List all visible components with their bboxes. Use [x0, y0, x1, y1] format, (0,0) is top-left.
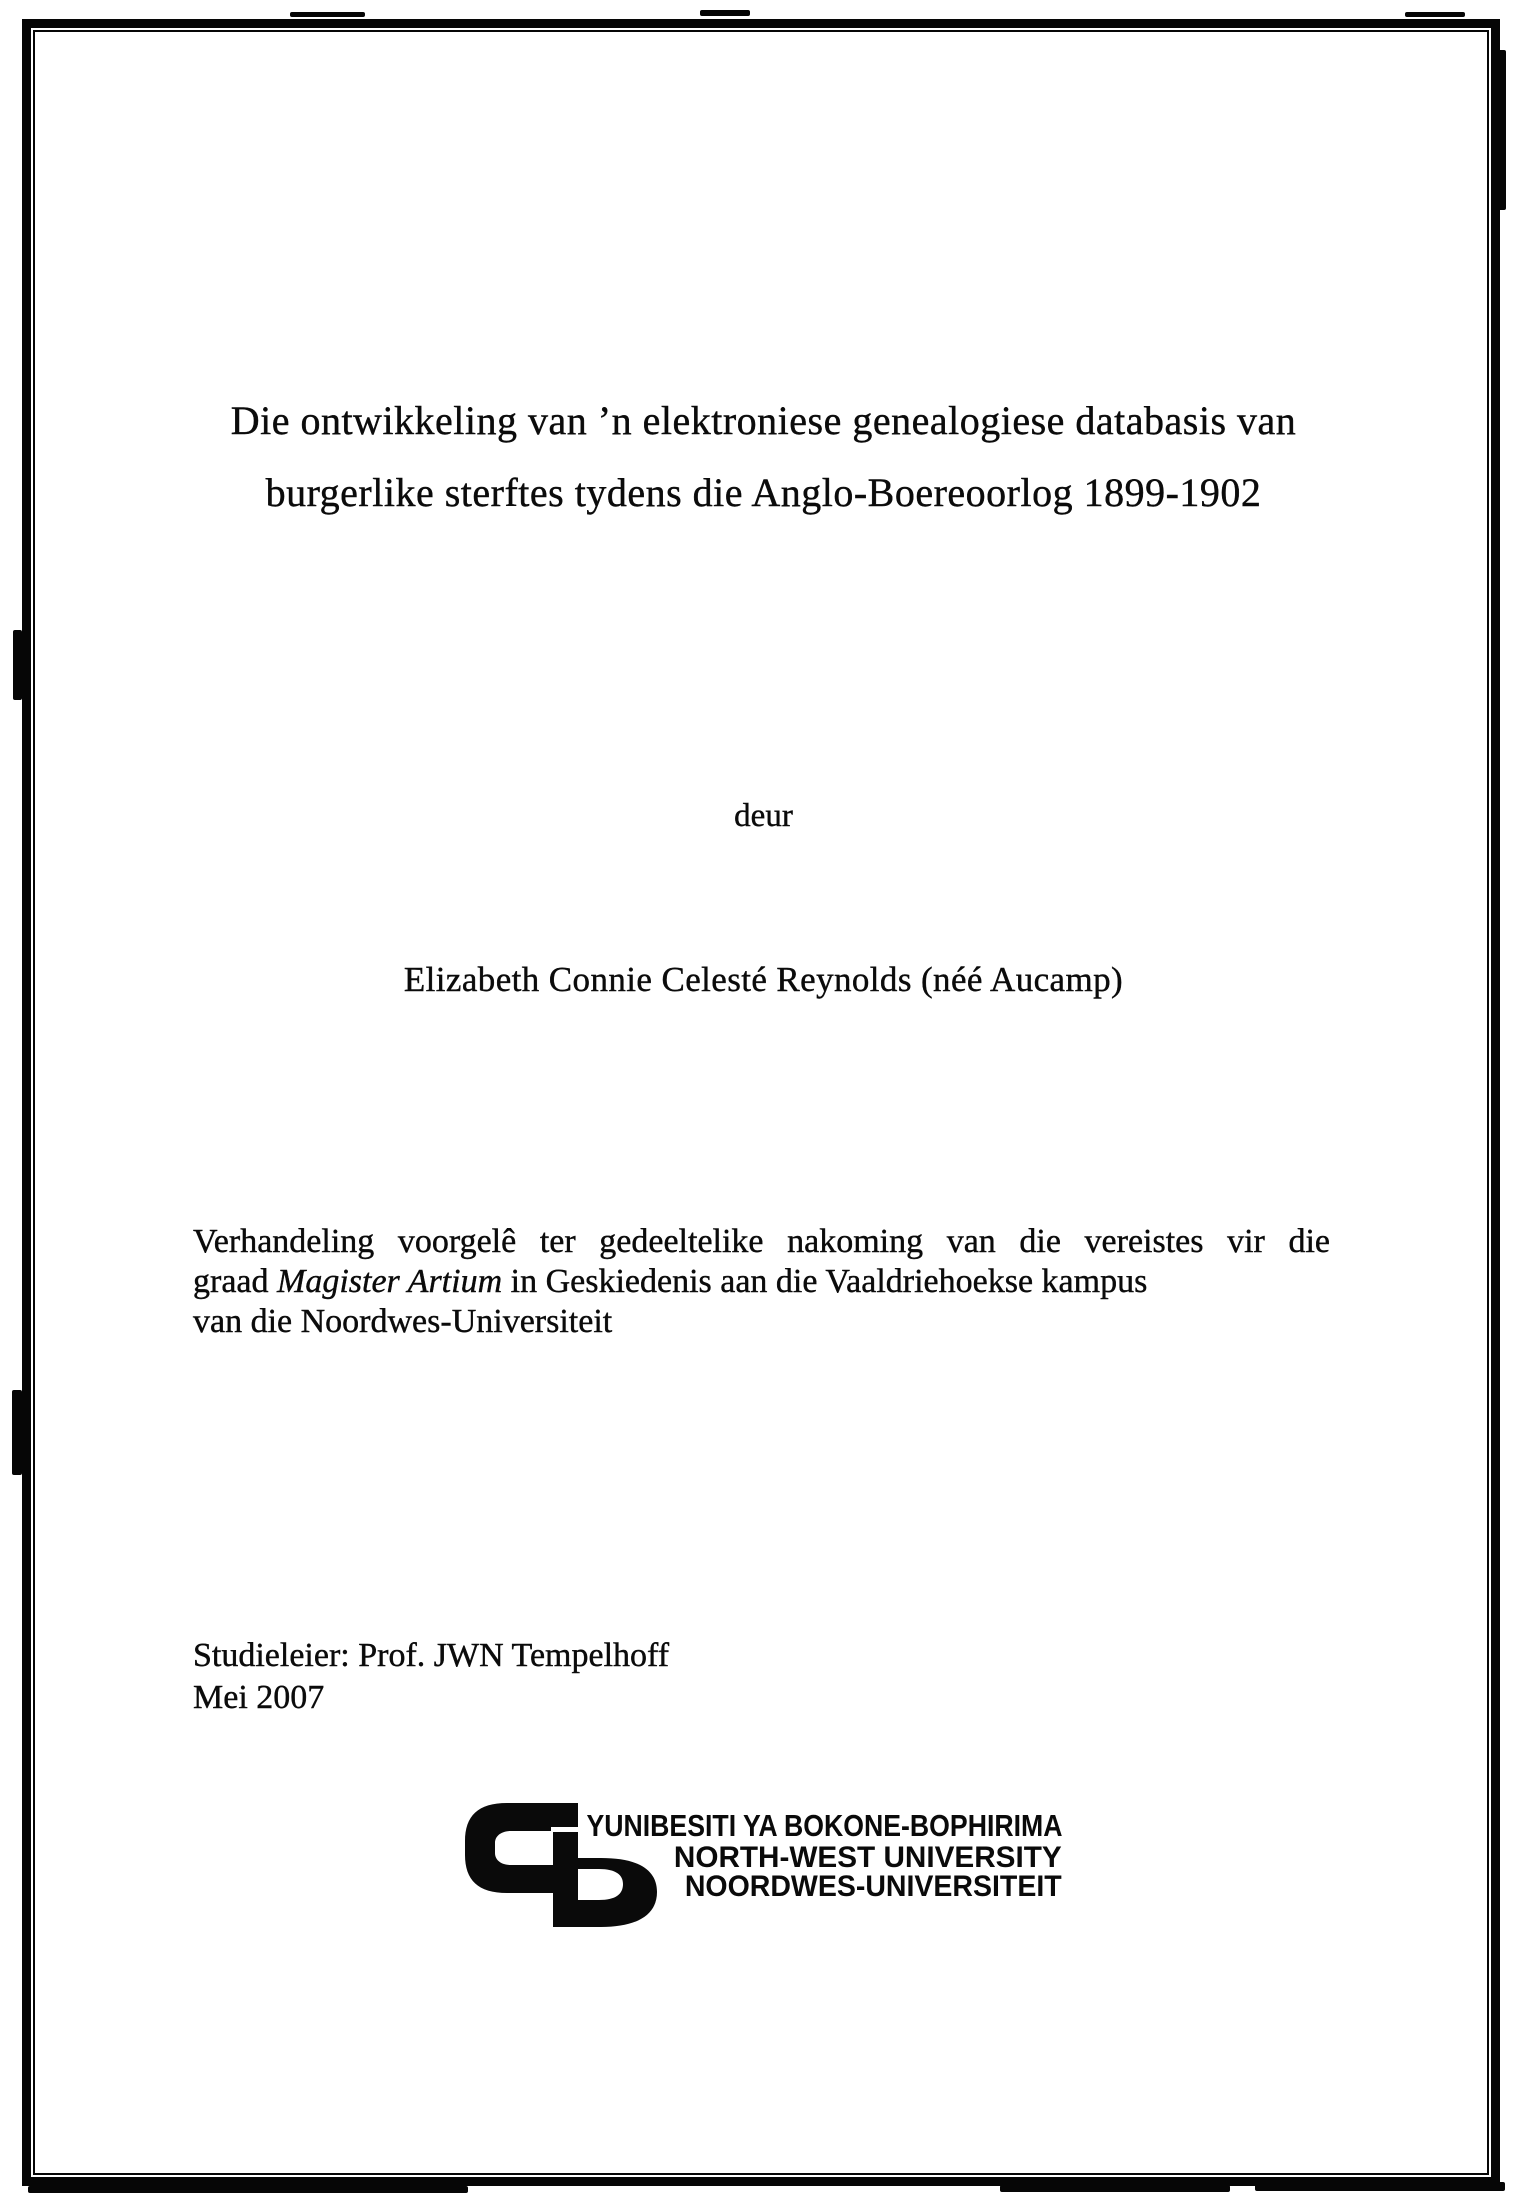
- degree-statement-line1: Verhandeling voorgelê ter gedeeltelike nakoming van die vereistes vir die: [193, 1223, 1330, 1260]
- logo-text-afrikaans: NOORDWES-UNIVERSITEIT: [685, 1870, 1062, 1903]
- scan-artifact: [1498, 50, 1506, 210]
- scan-artifact: [28, 2186, 468, 2193]
- supervisor-line: Studieleier: Prof. JWN Tempelhoff: [193, 1637, 670, 1674]
- degree-name-italic: Magister Artium: [277, 1263, 503, 1300]
- author-name: Elizabeth Connie Celesté Reynolds (néé Aucamp): [403, 960, 1124, 999]
- scan-artifact: [1255, 2182, 1505, 2191]
- scan-artifact: [1000, 2185, 1230, 2192]
- logo-text-english: NORTH-WEST UNIVERSITY: [674, 1841, 1062, 1874]
- degree-line2-prefix: graad: [193, 1263, 278, 1300]
- supervisor-block: [193, 1635, 669, 1719]
- scan-artifact: [290, 12, 365, 17]
- degree-statement-line3: van die Noordwes-Universiteit: [193, 1303, 613, 1340]
- scan-artifact: [700, 10, 750, 16]
- scan-artifact: [1405, 12, 1465, 17]
- degree-statement: [193, 1222, 1330, 1342]
- thesis-title: [0, 385, 1527, 529]
- degree-statement-line2: [193, 1262, 1330, 1302]
- degree-line2-suffix: in Geskiedenis aan die Vaaldriehoekse kampus: [502, 1263, 1148, 1300]
- date-line: Mei 2007: [193, 1679, 325, 1716]
- thesis-title-line2: burgerlike sterftes tydens die Anglo-Boereoorlog 1899-1902: [265, 470, 1262, 515]
- scan-artifact: [13, 630, 22, 700]
- byline-label: deur: [734, 798, 793, 834]
- logo-text-setswana: YUNIBESITI YA BOKONE-BOPHIRIMA: [586, 1808, 1062, 1843]
- scan-artifact: [12, 1390, 22, 1475]
- thesis-title-line1: Die ontwikkeling van ’n elektroniese genealogiese databasis van: [230, 398, 1297, 443]
